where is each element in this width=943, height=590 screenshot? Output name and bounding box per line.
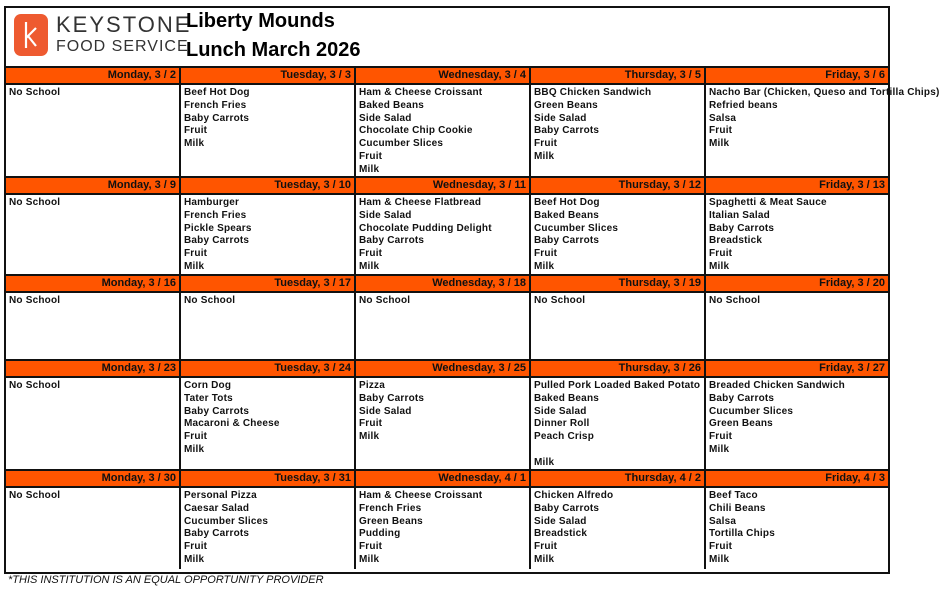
menu-item: Milk bbox=[184, 443, 205, 455]
menu-item: Baby Carrots bbox=[359, 235, 425, 247]
day-header: Friday, 4 / 3 bbox=[825, 472, 885, 484]
menu-item: Chicken Alfredo bbox=[534, 490, 614, 501]
day-header-row bbox=[6, 178, 888, 195]
menu-item: Side Salad bbox=[359, 209, 412, 221]
menu-item: French Fries bbox=[184, 99, 247, 111]
day-cell bbox=[181, 293, 356, 359]
day-header: Monday, 3 / 2 bbox=[6, 68, 181, 83]
menu-item: Baby Carrots bbox=[184, 235, 250, 247]
menu-item: Baked Beans bbox=[534, 392, 600, 404]
menu-item: Beef Hot Dog bbox=[184, 87, 250, 98]
day-header: Thursday, 3 / 5 bbox=[531, 68, 706, 83]
menu-item: Baked Beans bbox=[534, 209, 600, 221]
menu-item: Milk bbox=[359, 553, 380, 565]
menu-item: Chocolate Pudding Delight bbox=[359, 222, 492, 234]
menu-item: No School bbox=[184, 295, 236, 306]
day-cell bbox=[531, 378, 706, 472]
menu-item: Salsa bbox=[709, 515, 737, 527]
menu-item: No School bbox=[709, 295, 761, 306]
menu-item: Milk bbox=[709, 138, 730, 150]
day-cell bbox=[356, 488, 531, 569]
menu-title: Lunch March 2026 bbox=[186, 39, 361, 61]
menu-item: Pickle Spears bbox=[184, 222, 252, 234]
week-row bbox=[6, 471, 888, 568]
menu-item: Baby Carrots bbox=[359, 392, 425, 404]
menu-item: No School bbox=[9, 490, 61, 501]
footer-note: *THIS INSTITUTION IS AN EQUAL OPPORTUNITY PROVIDER bbox=[8, 574, 324, 586]
menu-item: Cucumber Slices bbox=[184, 515, 269, 527]
day-header: Tuesday, 3 / 3 bbox=[181, 68, 356, 83]
menu-item: No School bbox=[9, 295, 61, 306]
day-cell bbox=[181, 85, 356, 179]
menu-item: Fruit bbox=[709, 541, 733, 553]
day-header: Thursday, 3 / 12 bbox=[531, 178, 706, 193]
menu-item: Milk bbox=[709, 260, 730, 272]
day-cell bbox=[181, 488, 356, 569]
day-header: Tuesday, 3 / 24 bbox=[181, 361, 356, 376]
menu-item: Milk bbox=[534, 456, 555, 468]
menu-item: No School bbox=[359, 295, 411, 306]
day-header: Friday, 3 / 6 bbox=[825, 69, 885, 81]
menu-item: Cucumber Slices bbox=[709, 405, 794, 417]
menu-item: Fruit bbox=[359, 418, 383, 430]
day-cell bbox=[6, 85, 181, 179]
menu-item: Baked Beans bbox=[359, 99, 425, 111]
day-cell bbox=[706, 378, 888, 472]
week-row bbox=[6, 68, 940, 178]
menu-item: Hamburger bbox=[184, 197, 240, 208]
brand-name: KEYSTONE bbox=[56, 12, 192, 37]
menu-item: No School bbox=[9, 380, 61, 391]
day-cell bbox=[356, 195, 531, 276]
menu-item: Baby Carrots bbox=[184, 528, 250, 540]
day-cell bbox=[531, 488, 706, 569]
day-header: Wednesday, 3 / 11 bbox=[356, 178, 531, 193]
menu-item: Baby Carrots bbox=[534, 235, 600, 247]
menu-item: Ham & Cheese Croissant bbox=[359, 87, 483, 98]
menu-calendar bbox=[4, 6, 940, 574]
menu-item: No School bbox=[534, 295, 586, 306]
day-header-row bbox=[6, 68, 888, 85]
menu-item: Refried beans bbox=[709, 99, 778, 111]
menu-item: Fruit bbox=[534, 541, 558, 553]
day-cell bbox=[181, 378, 356, 472]
day-body-row bbox=[6, 378, 888, 469]
menu-item: Milk bbox=[359, 163, 380, 175]
day-cell bbox=[6, 378, 181, 472]
day-cell bbox=[356, 378, 531, 472]
menu-item: Chili Beans bbox=[709, 502, 766, 514]
menu-item: No School bbox=[9, 87, 61, 98]
menu-item: Nacho Bar (Chicken, Queso and Tortilla Chips) bbox=[709, 87, 940, 98]
day-header: Wednesday, 4 / 1 bbox=[356, 471, 531, 486]
day-header: Friday, 3 / 13 bbox=[819, 179, 885, 191]
brand-subtitle: FOOD SERVICE bbox=[56, 38, 189, 55]
menu-item: Pizza bbox=[359, 380, 386, 391]
menu-item: Baby Carrots bbox=[534, 125, 600, 137]
day-header: Thursday, 4 / 2 bbox=[531, 471, 706, 486]
day-cell bbox=[356, 85, 531, 179]
menu-item: Milk bbox=[184, 553, 205, 565]
day-cell bbox=[531, 293, 706, 359]
day-body-row bbox=[6, 195, 888, 274]
menu-item bbox=[534, 444, 701, 457]
menu-item: Macaroni & Cheese bbox=[184, 418, 280, 430]
day-header: Friday, 3 / 20 bbox=[819, 277, 885, 289]
weeks bbox=[6, 68, 940, 568]
day-header: Wednesday, 3 / 18 bbox=[356, 276, 531, 291]
menu-item: Fruit bbox=[184, 125, 208, 137]
menu-item: Fruit bbox=[709, 431, 733, 443]
menu-item: Beef Taco bbox=[709, 490, 758, 501]
day-body-row bbox=[6, 85, 940, 176]
menu-item: Milk bbox=[184, 138, 205, 150]
menu-item: Cucumber Slices bbox=[359, 138, 444, 150]
menu-item: Corn Dog bbox=[184, 380, 232, 391]
menu-item: Side Salad bbox=[534, 112, 587, 124]
week-row bbox=[6, 178, 888, 276]
day-header: Wednesday, 3 / 4 bbox=[356, 68, 531, 83]
menu-item: Chocolate Chip Cookie bbox=[359, 125, 473, 137]
menu-item: Green Beans bbox=[534, 99, 598, 111]
day-header: Monday, 3 / 16 bbox=[6, 276, 181, 291]
menu-item: Italian Salad bbox=[709, 209, 770, 221]
menu-item: Fruit bbox=[359, 248, 383, 260]
day-cell bbox=[6, 195, 181, 276]
day-header: Monday, 3 / 23 bbox=[6, 361, 181, 376]
menu-item: Milk bbox=[359, 431, 380, 443]
day-header-row bbox=[6, 361, 888, 378]
menu-item: Pulled Pork Loaded Baked Potato bbox=[534, 380, 701, 391]
menu-item: Fruit bbox=[359, 541, 383, 553]
day-cell bbox=[6, 293, 181, 359]
menu-item: Caesar Salad bbox=[184, 502, 250, 514]
day-cell bbox=[356, 293, 531, 359]
menu-item: Green Beans bbox=[709, 418, 773, 430]
day-header: Monday, 3 / 30 bbox=[6, 471, 181, 486]
menu-item: Milk bbox=[534, 150, 555, 162]
day-cell bbox=[181, 195, 356, 276]
week-row bbox=[6, 276, 888, 361]
day-cell bbox=[706, 195, 888, 276]
menu-item: Milk bbox=[534, 553, 555, 565]
menu-item: Tater Tots bbox=[184, 392, 233, 404]
menu-item: Fruit bbox=[534, 138, 558, 150]
menu-item: Pudding bbox=[359, 528, 401, 540]
menu-item: Side Salad bbox=[359, 405, 412, 417]
menu-item: Side Salad bbox=[534, 515, 587, 527]
school-name: Liberty Mounds bbox=[186, 10, 335, 32]
menu-item: Breadstick bbox=[709, 235, 763, 247]
day-header: Tuesday, 3 / 10 bbox=[181, 178, 356, 193]
menu-item: Milk bbox=[184, 260, 205, 272]
menu-item: Ham & Cheese Croissant bbox=[359, 490, 483, 501]
day-body-row bbox=[6, 488, 888, 568]
day-body-row bbox=[6, 293, 888, 359]
day-header: Thursday, 3 / 26 bbox=[531, 361, 706, 376]
menu-item: French Fries bbox=[359, 502, 422, 514]
menu-item: Personal Pizza bbox=[184, 490, 257, 501]
menu-item: Fruit bbox=[709, 125, 733, 137]
menu-item: Milk bbox=[709, 443, 730, 455]
menu-item: Fruit bbox=[359, 150, 383, 162]
menu-item: Breaded Chicken Sandwich bbox=[709, 380, 845, 391]
menu-item: Fruit bbox=[184, 431, 208, 443]
day-cell bbox=[706, 488, 888, 569]
menu-item: Baby Carrots bbox=[709, 222, 775, 234]
menu-item: Peach Crisp bbox=[534, 431, 595, 443]
menu-item: Milk bbox=[709, 553, 730, 565]
day-header: Thursday, 3 / 19 bbox=[531, 276, 706, 291]
menu-item: Spaghetti & Meat Sauce bbox=[709, 197, 827, 208]
menu-item: Milk bbox=[359, 260, 380, 272]
menu-item: Side Salad bbox=[359, 112, 412, 124]
menu-item: No School bbox=[9, 197, 61, 208]
day-header: Tuesday, 3 / 31 bbox=[181, 471, 356, 486]
day-header: Wednesday, 3 / 25 bbox=[356, 361, 531, 376]
menu-item: Green Beans bbox=[359, 515, 423, 527]
menu-item: Cucumber Slices bbox=[534, 222, 619, 234]
day-header: Monday, 3 / 9 bbox=[6, 178, 181, 193]
day-cell bbox=[706, 85, 943, 179]
menu-item: Baby Carrots bbox=[709, 392, 775, 404]
menu-item: Fruit bbox=[534, 248, 558, 260]
menu-item: Fruit bbox=[184, 541, 208, 553]
menu-item: Fruit bbox=[184, 248, 208, 260]
menu-item: Salsa bbox=[709, 112, 737, 124]
day-header-row bbox=[6, 471, 888, 488]
day-cell bbox=[531, 85, 706, 179]
keystone-logo-icon bbox=[14, 14, 48, 56]
day-cell bbox=[706, 293, 888, 359]
day-header-row bbox=[6, 276, 888, 293]
menu-item: BBQ Chicken Sandwich bbox=[534, 87, 652, 98]
menu-item: Side Salad bbox=[534, 405, 587, 417]
menu-item: Dinner Roll bbox=[534, 418, 590, 430]
day-header: Tuesday, 3 / 17 bbox=[181, 276, 356, 291]
menu-item: Tortilla Chips bbox=[709, 528, 775, 540]
day-cell bbox=[6, 488, 181, 569]
menu-item: Baby Carrots bbox=[534, 502, 600, 514]
menu-item: French Fries bbox=[184, 209, 247, 221]
menu-item: Baby Carrots bbox=[184, 405, 250, 417]
menu-item: Milk bbox=[534, 260, 555, 272]
menu-item: Baby Carrots bbox=[184, 112, 250, 124]
header bbox=[6, 8, 888, 68]
menu-item: Beef Hot Dog bbox=[534, 197, 600, 208]
menu-item: Ham & Cheese Flatbread bbox=[359, 197, 482, 208]
menu-item: Fruit bbox=[709, 248, 733, 260]
day-header: Friday, 3 / 27 bbox=[819, 362, 885, 374]
menu-item: Breadstick bbox=[534, 528, 588, 540]
week-row bbox=[6, 361, 888, 471]
day-cell bbox=[531, 195, 706, 276]
